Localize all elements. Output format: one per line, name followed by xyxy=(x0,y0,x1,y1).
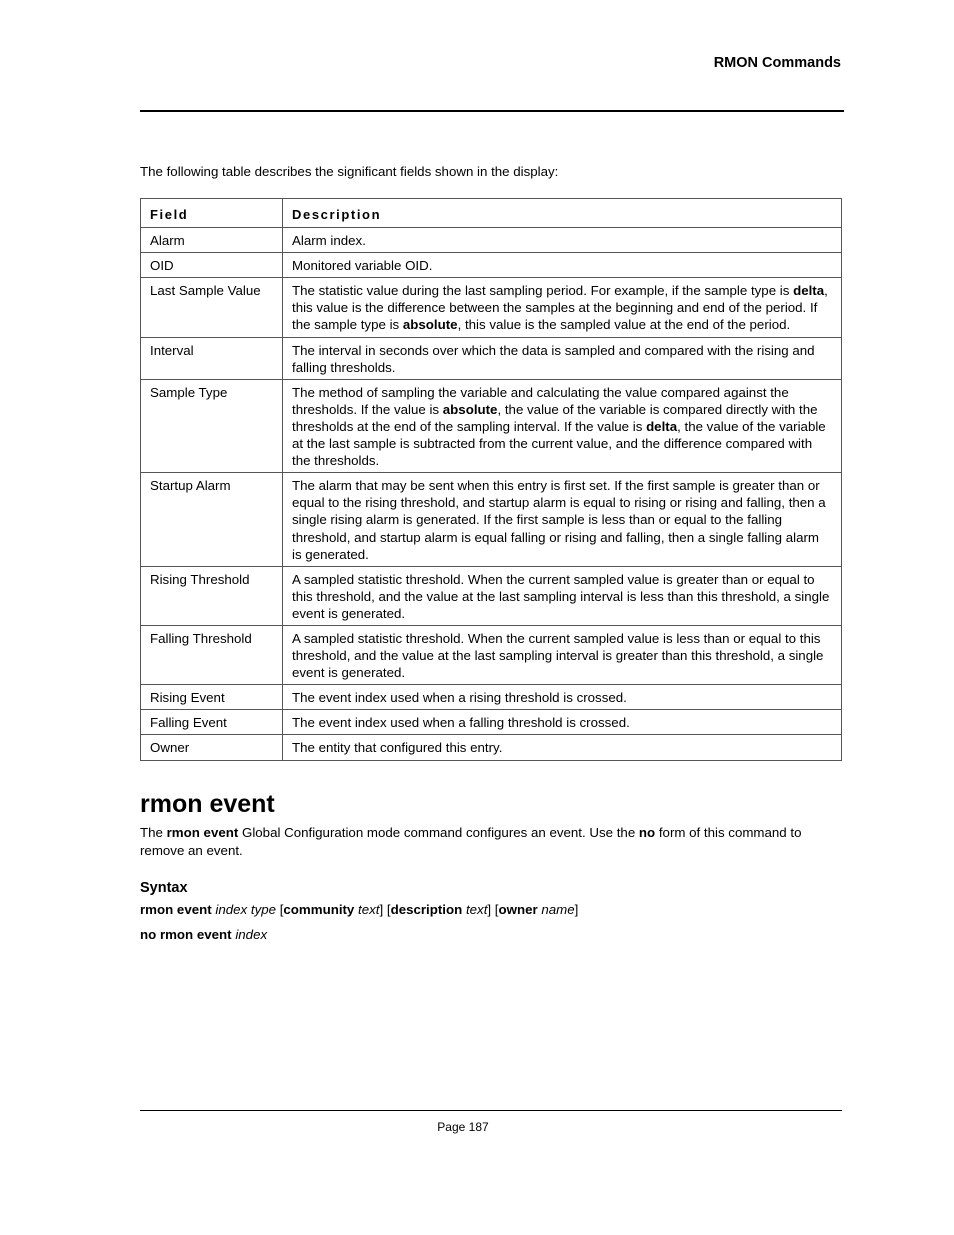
table-row xyxy=(141,337,842,379)
table-row xyxy=(141,710,842,735)
field-name-cell: Falling Event xyxy=(141,710,283,735)
table-intro: The following table describes the significant fields shown in the display: xyxy=(140,164,559,179)
table-row xyxy=(141,566,842,625)
table-row xyxy=(141,253,842,278)
field-name-cell: Startup Alarm xyxy=(141,473,283,566)
text-run: The event index used when a rising threshold is crossed. xyxy=(292,690,627,706)
text-run: The interval in seconds over which the data is sampled and compared with the rising and falling thresholds. xyxy=(292,342,815,375)
table-body xyxy=(141,228,842,760)
table-row xyxy=(141,278,842,337)
italic-parameter: text xyxy=(465,902,488,917)
table-row xyxy=(141,473,842,566)
bold-term: absolute xyxy=(402,317,458,333)
syntax-line-no-rmon-event xyxy=(140,927,267,942)
text-run: form of this command to remove an event. xyxy=(140,825,802,858)
bold-term: owner xyxy=(498,902,538,917)
text-run: A sampled statistic threshold. When the current sampled value is greater than or equal to this threshold, and the value at the last sampling interval is less than this threshold, a single event is generated. xyxy=(292,571,830,621)
field-name-cell: Sample Type xyxy=(141,379,283,472)
text-run: The xyxy=(140,825,167,840)
field-name-cell: OID xyxy=(141,253,283,278)
italic-parameter: index type xyxy=(215,902,277,917)
field-description-cell xyxy=(283,473,842,566)
text-run: The statistic value during the last sampling period. For example, if the sample type is xyxy=(292,283,794,299)
header-divider xyxy=(140,110,844,112)
table-row xyxy=(141,228,842,253)
text-run: , the value of the variable is compared directly with the thresholds at the end of the sampling interval. If the value is xyxy=(292,401,818,434)
field-description-cell xyxy=(283,625,842,684)
italic-parameter: text xyxy=(358,902,380,917)
italic-parameter: name xyxy=(541,902,575,917)
italic-parameter: index xyxy=(235,927,268,942)
text-run: A sampled statistic threshold. When the current sampled value is less than or equal to this threshold, and the value at the last sampling interval is greater than this threshold, a single event is generated. xyxy=(292,630,824,681)
bold-term: description xyxy=(390,902,463,917)
table-row xyxy=(141,685,842,710)
syntax-line-rmon-event xyxy=(140,902,578,917)
footer-divider xyxy=(140,1110,842,1111)
bold-term: no rmon event xyxy=(140,927,232,942)
field-description-cell xyxy=(283,710,842,735)
field-name-cell: Last Sample Value xyxy=(141,278,283,337)
text-run: Global Configuration mode command configures an event. Use the xyxy=(238,825,639,840)
field-description-cell xyxy=(283,253,842,278)
fields-table xyxy=(140,198,842,761)
field-name-cell: Owner xyxy=(141,735,283,760)
text-run: The event index used when a falling threshold is crossed. xyxy=(292,715,630,731)
text-run: ] [ xyxy=(487,902,499,917)
field-name-cell: Rising Event xyxy=(141,685,283,710)
field-name-cell: Rising Threshold xyxy=(141,566,283,625)
bold-term: rmon event xyxy=(140,902,212,917)
field-description-cell xyxy=(283,228,842,253)
field-description-cell xyxy=(283,337,842,379)
field-name-cell: Interval xyxy=(141,337,283,379)
field-description-cell xyxy=(283,685,842,710)
field-name-cell: Alarm xyxy=(141,228,283,253)
text-run: [ xyxy=(276,902,284,917)
field-name-cell: Falling Threshold xyxy=(141,625,283,684)
bold-term: no xyxy=(638,825,656,840)
text-run: Monitored variable OID. xyxy=(292,258,433,274)
command-title: rmon event xyxy=(140,790,275,818)
text-run: , the value of the variable at the last sample is subtracted from the current value, and the difference compared with the thresholds. xyxy=(292,418,826,469)
field-description-cell xyxy=(283,566,842,625)
command-description xyxy=(140,824,842,859)
bold-term: delta xyxy=(646,418,678,434)
text-run: , this value is the sampled value at the end of the period. xyxy=(457,317,791,333)
column-header-description: Description xyxy=(283,199,842,228)
field-description-cell xyxy=(283,379,842,472)
field-description-cell xyxy=(283,278,842,337)
table-row xyxy=(141,379,842,472)
bold-term: absolute xyxy=(442,401,498,417)
field-description-cell xyxy=(283,735,842,760)
running-header: RMON Commands xyxy=(713,55,841,71)
text-run: The alarm that may be sent when this entry is first set. If the first sample is greater than or equal to the rising threshold, and startup alarm is equal to rising or rising and falling, then a single rising alarm is generated. If the first sample is less than or equal to the falling threshold, and startup alarm is equal falling or rising and falling, then a single falling alarm is generated. xyxy=(292,478,826,562)
table-row xyxy=(141,625,842,684)
text-run: , this value is the difference between the samples at the beginning and end of the period. If the sample type is xyxy=(292,283,828,333)
bold-term: delta xyxy=(793,283,825,299)
text-run: Alarm index. xyxy=(292,233,366,249)
bold-term: community xyxy=(283,902,355,917)
column-header-field: Field xyxy=(141,199,283,228)
text-run: ] xyxy=(574,902,579,917)
page-number: Page 187 xyxy=(437,1120,489,1134)
text-run: The entity that configured this entry. xyxy=(292,740,503,756)
text-run: ] [ xyxy=(379,902,391,917)
syntax-heading: Syntax xyxy=(140,880,188,896)
table-row xyxy=(141,735,842,760)
table-header-row xyxy=(141,199,842,228)
text-run: The method of sampling the variable and calculating the value compared against the thresholds. If the value is xyxy=(292,384,789,417)
bold-term: rmon event xyxy=(166,825,239,840)
